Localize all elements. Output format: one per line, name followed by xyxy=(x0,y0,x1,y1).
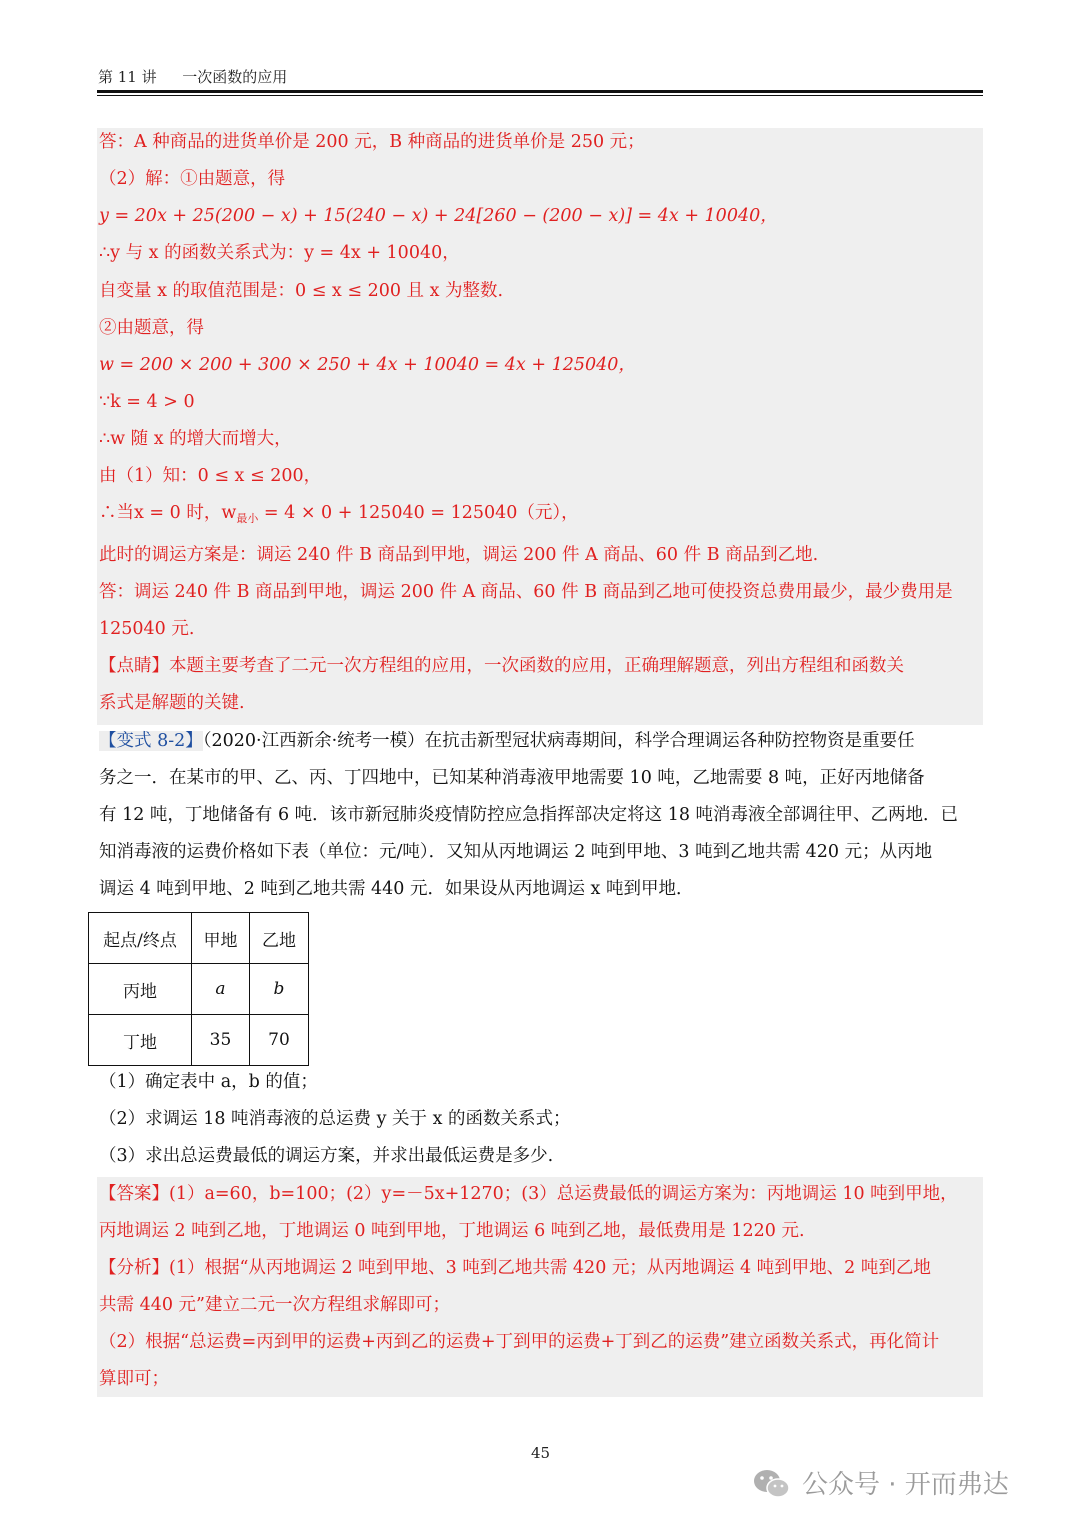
analysis-line: （2）根据“总运费=丙到甲的运费+丙到乙的运费+丁到甲的运费+丁到乙的运费”建立函数关系式，再化简计 xyxy=(99,1332,940,1352)
table-row xyxy=(89,1015,309,1066)
solution-line: 由（1）知：0 ≤ x ≤ 200， xyxy=(99,466,322,486)
problem-line: 务之一．在某市的甲、乙、丙、丁四地中，已知某种消毒液甲地需要 10 吨，乙地需要 8 吨，正好丙地储备 xyxy=(99,768,925,788)
table-cell: 70 xyxy=(250,1015,309,1066)
solution-line: ∵k = 4 > 0 xyxy=(99,392,195,412)
header-title: 一次函数的应用 xyxy=(182,68,288,86)
problem-text: （2020·江西新余·统考一模）在抗击新型冠状病毒期间，科学合理调运各种防控物资是重要任 xyxy=(202,731,915,751)
table-header-row xyxy=(89,913,309,964)
solution-line: ∴w 随 x 的增大而增大， xyxy=(99,429,292,449)
table-header-cell: 起点/终点 xyxy=(89,913,192,964)
problem-tag: 【变式 8-2】 xyxy=(99,731,203,751)
problem-line xyxy=(99,729,983,753)
page-header xyxy=(98,66,287,87)
question-line: （1）确定表中 a，b 的值； xyxy=(99,1072,318,1092)
solution-line: ②由题意，得 xyxy=(99,318,204,338)
min-text-b: = 4 × 0 + 125040 = 125040（元）， xyxy=(258,503,579,523)
table-cell: 35 xyxy=(192,1015,250,1066)
analysis-line: 【分析】(1）根据“从丙地调运 2 吨到甲地、3 吨到乙地共需 420 元；从丙地调运 4 吨到甲地、2 吨到乙地 xyxy=(99,1258,931,1278)
analysis-line: 算即可； xyxy=(99,1369,169,1389)
solution-line: 自变量 x 的取值范围是：0 ≤ x ≤ 200 且 x 为整数. xyxy=(99,281,504,301)
remark-line: 【点睛】本题主要考查了二元一次方程组的应用，一次函数的应用，正确理解题意，列出方程组和函数关 xyxy=(99,656,904,676)
table-cell: a xyxy=(192,964,250,1015)
wechat-icon xyxy=(752,1467,792,1503)
problem-line: 知消毒液的运费价格如下表（单位：元/吨）．又知从丙地调运 2 吨到甲地、3 吨到乙地共需 420 元；从丙地 xyxy=(99,842,933,862)
header-chapter: 第 11 讲 xyxy=(98,68,157,86)
answer-shade xyxy=(97,1177,983,1397)
question-line: （2）求调运 18 吨消毒液的总运费 y 关于 x 的函数关系式； xyxy=(99,1109,571,1129)
watermark xyxy=(752,1463,1052,1507)
table-header-cell: 甲地 xyxy=(192,913,250,964)
problem-line: 有 12 吨，丁地储备有 6 吨．该市新冠肺炎疫情防控应急指挥部决定将这 18 吨消毒液全部调往甲、乙两地．已 xyxy=(99,805,959,825)
table-header-cell: 乙地 xyxy=(250,913,309,964)
page-number: 45 xyxy=(531,1444,551,1462)
answer-line: 【答案】(1）a=60，b=100；(2）y=－5x+1270；(3）总运费最低的调运方案为：丙地调运 10 吨到甲地， xyxy=(99,1184,958,1204)
solution-line: ∴y 与 x 的函数关系式为：y = 4x + 10040， xyxy=(99,243,460,263)
solution-line xyxy=(99,501,983,531)
analysis-line: 共需 440 元”建立二元一次方程组求解即可； xyxy=(99,1295,450,1315)
min-text-a: ∴当x = 0 时，w xyxy=(99,503,237,523)
solution-line: （2）解：①由题意，得 xyxy=(99,169,286,189)
answer-line: 答：A 种商品的进货单价是 200 元，B 种商品的进货单价是 250 元； xyxy=(99,132,645,152)
answer-line: 答：调运 240 件 B 商品到甲地，调运 200 件 A 商品、60 件 B 商品到乙地可使投资总费用最少，最少费用是 xyxy=(99,582,953,602)
watermark-text: 公众号 · 开而弗达 xyxy=(802,1470,1009,1500)
table-row xyxy=(89,964,309,1015)
answer-line: 丙地调运 2 吨到乙地，丁地调运 0 吨到甲地，丁地调运 6 吨到乙地，最低费用是 1220 元. xyxy=(99,1221,805,1241)
equation-line: y = 20x + 25(200 − x) + 15(240 − x) + 24[260 − (200 − x)] = 4x + 10040， xyxy=(99,206,778,226)
header-rule-thin xyxy=(97,95,983,96)
table-cell: b xyxy=(250,964,309,1015)
table-cell: 丁地 xyxy=(89,1015,192,1066)
remark-line: 系式是解题的关键. xyxy=(99,693,245,713)
min-subscript: 最小 xyxy=(236,512,259,525)
answer-line: 125040 元. xyxy=(99,619,195,639)
header-rule xyxy=(97,90,983,93)
solution-line: 此时的调运方案是：调运 240 件 B 商品到甲地，调运 200 件 A 商品、60 件 B 商品到乙地. xyxy=(99,545,819,565)
table-cell: 丙地 xyxy=(89,964,192,1015)
problem-line: 调运 4 吨到甲地、2 吨到乙地共需 440 元．如果设从丙地调运 x 吨到甲地． xyxy=(99,879,694,899)
equation-line: w = 200 × 200 + 300 × 250 + 4x + 10040 = 4x + 125040， xyxy=(99,355,636,375)
freight-table xyxy=(88,912,309,1066)
question-line: （3）求出总运费最低的调运方案，并求出最低运费是多少. xyxy=(99,1146,554,1166)
